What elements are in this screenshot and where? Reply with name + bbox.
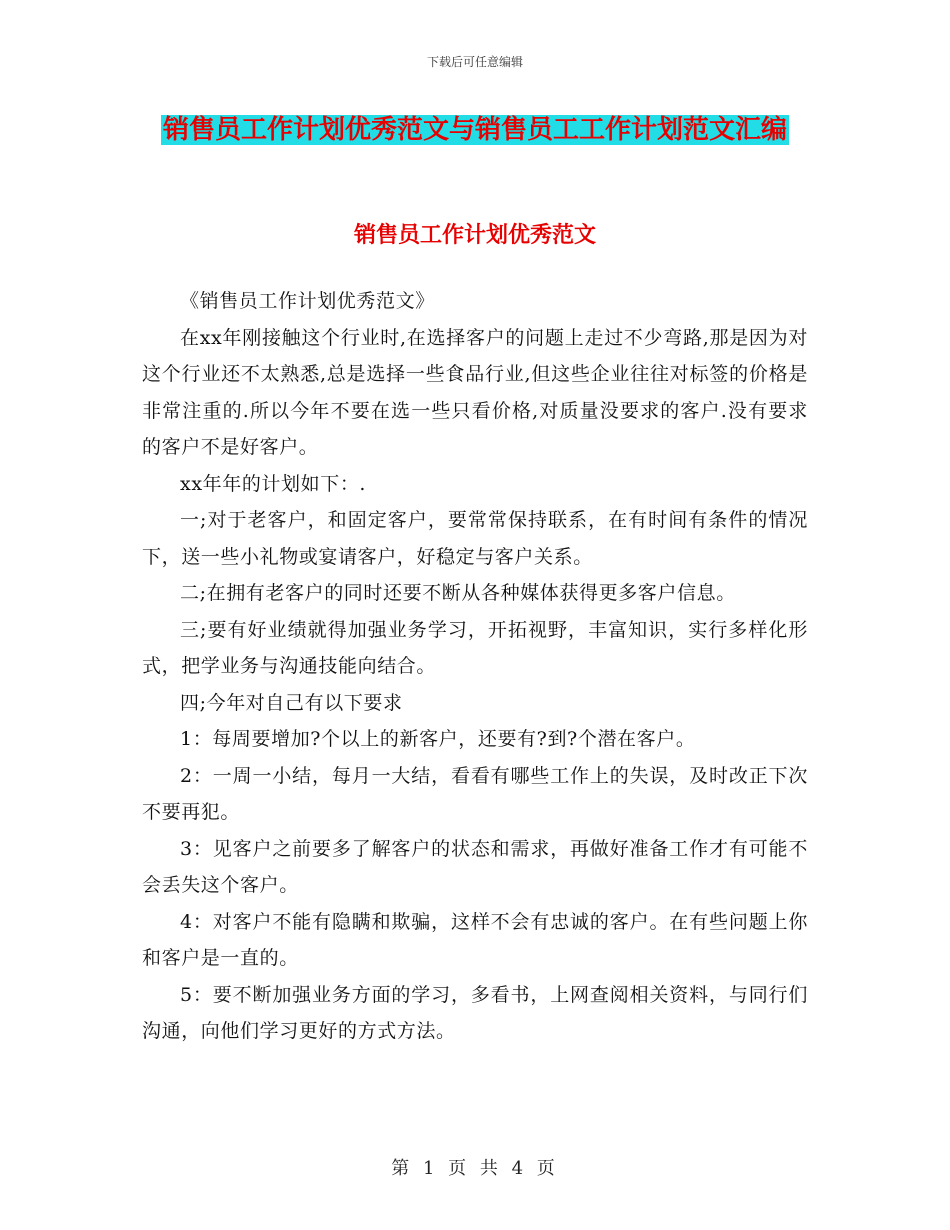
section-title: 销售员工作计划优秀范文 (353, 223, 596, 248)
paragraph-item-4: 四;今年对自己有以下要求 (180, 691, 403, 714)
paragraph-requirement-2: 2：一周一小结，每月一大结，看看有哪些工作上的失误，及时改正下次不要再犯。 (142, 764, 808, 823)
header-note: 下载后可任意编辑 (426, 55, 523, 69)
document-title-text: 销售员工作计划优秀范文与销售员工工作计划范文汇编 (162, 115, 787, 145)
paragraph-item-2: 二;在拥有老客户的同时还要不断从各种媒体获得更多客户信息。 (180, 582, 736, 604)
paragraph-requirement-5: 5：要不断加强业务方面的学习，多看书，上网查阅相关资料，与同行们沟通，向他们学习更好的方式方法。 (142, 983, 808, 1042)
paragraph-plan-heading: xx年年的计划如下：. (180, 472, 367, 495)
page-number: 第 1 页 共 4 页 (391, 1158, 559, 1179)
paragraph-intro: 在xx年刚接触这个行业时,在选择客户的问题上走过不少弯路,那是因为对这个行业还不太熟悉,总是选择一些食品行业,但这些企业往往对标签的价格是非常注重的.所以今年不要在选一些只看价格,对质量没要求的客户.没有要求的客户不是好客户。 (142, 326, 808, 458)
paragraph-requirement-3: 3：见客户之前要多了解客户的状态和需求，再做好准备工作才有可能不会丢失这个客户。 (142, 837, 808, 896)
paragraph-item-3: 三;要有好业绩就得加强业务学习，开拓视野，丰富知识，实行多样化形式，把学业务与沟通技能向结合。 (142, 618, 808, 677)
paragraph-requirement-4: 4：对客户不能有隐瞒和欺骗，这样不会有忠诚的客户。在有些问题上你和客户是一直的。 (142, 910, 808, 969)
document-title (140, 108, 810, 152)
paragraph-item-1: 一;对于老客户，和固定客户，要常常保持联系，在有时间有条件的情况下，送一些小礼物或宴请客户，好稳定与客户关系。 (142, 509, 808, 568)
document-body (142, 283, 808, 1050)
paragraph-requirement-1: 1：每周要增加?个以上的新客户，还要有?到?个潜在客户。 (180, 728, 696, 750)
paragraph-book-title: 《销售员工作计划优秀范文》 (180, 290, 435, 312)
